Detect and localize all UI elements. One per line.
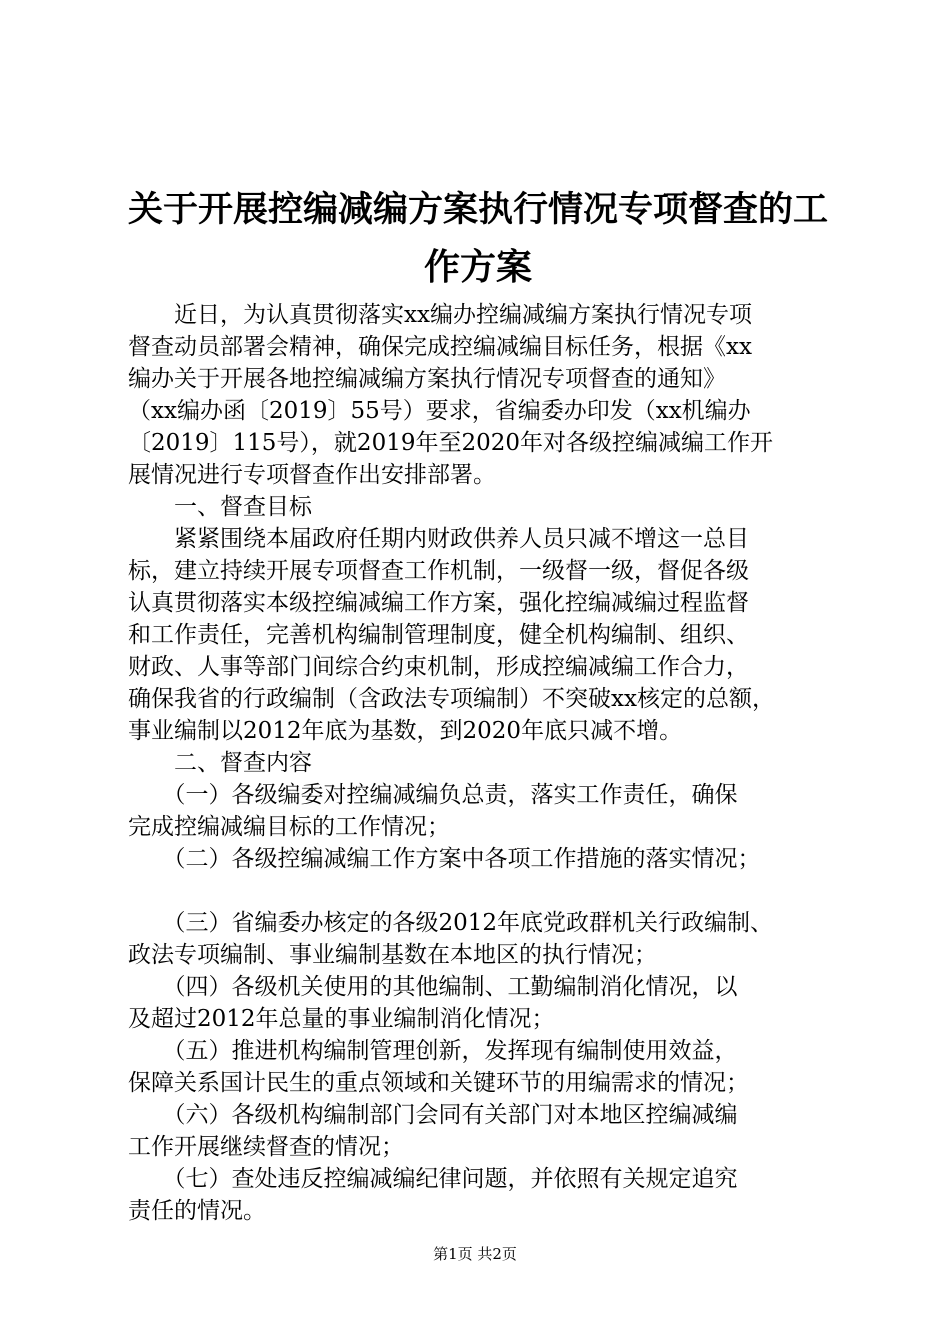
list-item: 政法专项编制、事业编制基数在本地区的执行情况； (128, 942, 657, 968)
list-item: 保障关系国计民生的重点领域和关键环节的用编需求的情况； (128, 1070, 749, 1096)
list-item: （三）省编委办核定的各级2012年底党政群机关行政编制、 (128, 910, 774, 936)
document-title-line-2: 作方案 (423, 247, 532, 288)
list-item: 责任的情况。 (128, 1198, 266, 1224)
body-line: 标，建立持续开展专项督查工作机制，一级督一级，督促各级 (128, 558, 749, 584)
body-line: 编办关于开展各地控编减编方案执行情况专项督查的通知》 (128, 366, 726, 392)
body-line: 紧紧围绕本届政府任期内财政供养人员只减不增这一总目 (128, 526, 749, 552)
list-item: （二）各级控编减编工作方案中各项工作措施的落实情况； (128, 846, 761, 872)
list-item: （四）各级机关使用的其他编制、工勤编制消化情况，以 (128, 974, 738, 1000)
section-heading: 一、督查目标 (128, 494, 312, 520)
list-item: （五）推进机构编制管理创新，发挥现有编制使用效益， (128, 1038, 738, 1064)
list-item: 及超过2012年总量的事业编制消化情况； (128, 1006, 555, 1032)
list-item: 完成控编减编目标的工作情况； (128, 814, 450, 840)
body-line: 认真贯彻落实本级控编减编工作方案，强化控编减编过程监督 (128, 590, 749, 616)
list-item: （一）各级编委对控编减编负总责，落实工作责任，确保 (128, 782, 738, 808)
body-line: 事业编制以2012年底为基数，到2020年底只减不增。 (128, 718, 683, 744)
list-item: （七）查处违反控编减编纪律问题，并依照有关规定追究 (128, 1166, 738, 1192)
body-line: （xx编办函〔2019〕55号）要求，省编委办印发（xx机编办 (128, 398, 751, 424)
body-line: 确保我省的行政编制（含政法专项编制）不突破xx核定的总额， (128, 686, 775, 712)
body-line: 和工作责任，完善机构编制管理制度，健全机构编制、组织、 (128, 622, 749, 648)
body-line: 近日，为认真贯彻落实xx编办控编减编方案执行情况专项 (128, 302, 752, 328)
body-line: 〔2019〕115号），就2019年至2020年对各级控编减编工作开 (128, 430, 773, 456)
body-line: 督查动员部署会精神，确保完成控编减编目标任务，根据《xx (128, 334, 752, 360)
body-line: 展情况进行专项督查作出安排部署。 (128, 462, 496, 488)
document-title-line-1: 关于开展控编减编方案执行情况专项督查的工 (128, 190, 829, 230)
section-heading: 二、督查内容 (128, 750, 312, 776)
list-item: 工作开展继续督查的情况； (128, 1134, 404, 1160)
page-number: 第1页 共2页 (433, 1245, 517, 1263)
list-item: （六）各级机构编制部门会同有关部门对本地区控编减编 (128, 1102, 738, 1128)
body-line: 财政、人事等部门间综合约束机制，形成控编减编工作合力， (128, 654, 749, 680)
